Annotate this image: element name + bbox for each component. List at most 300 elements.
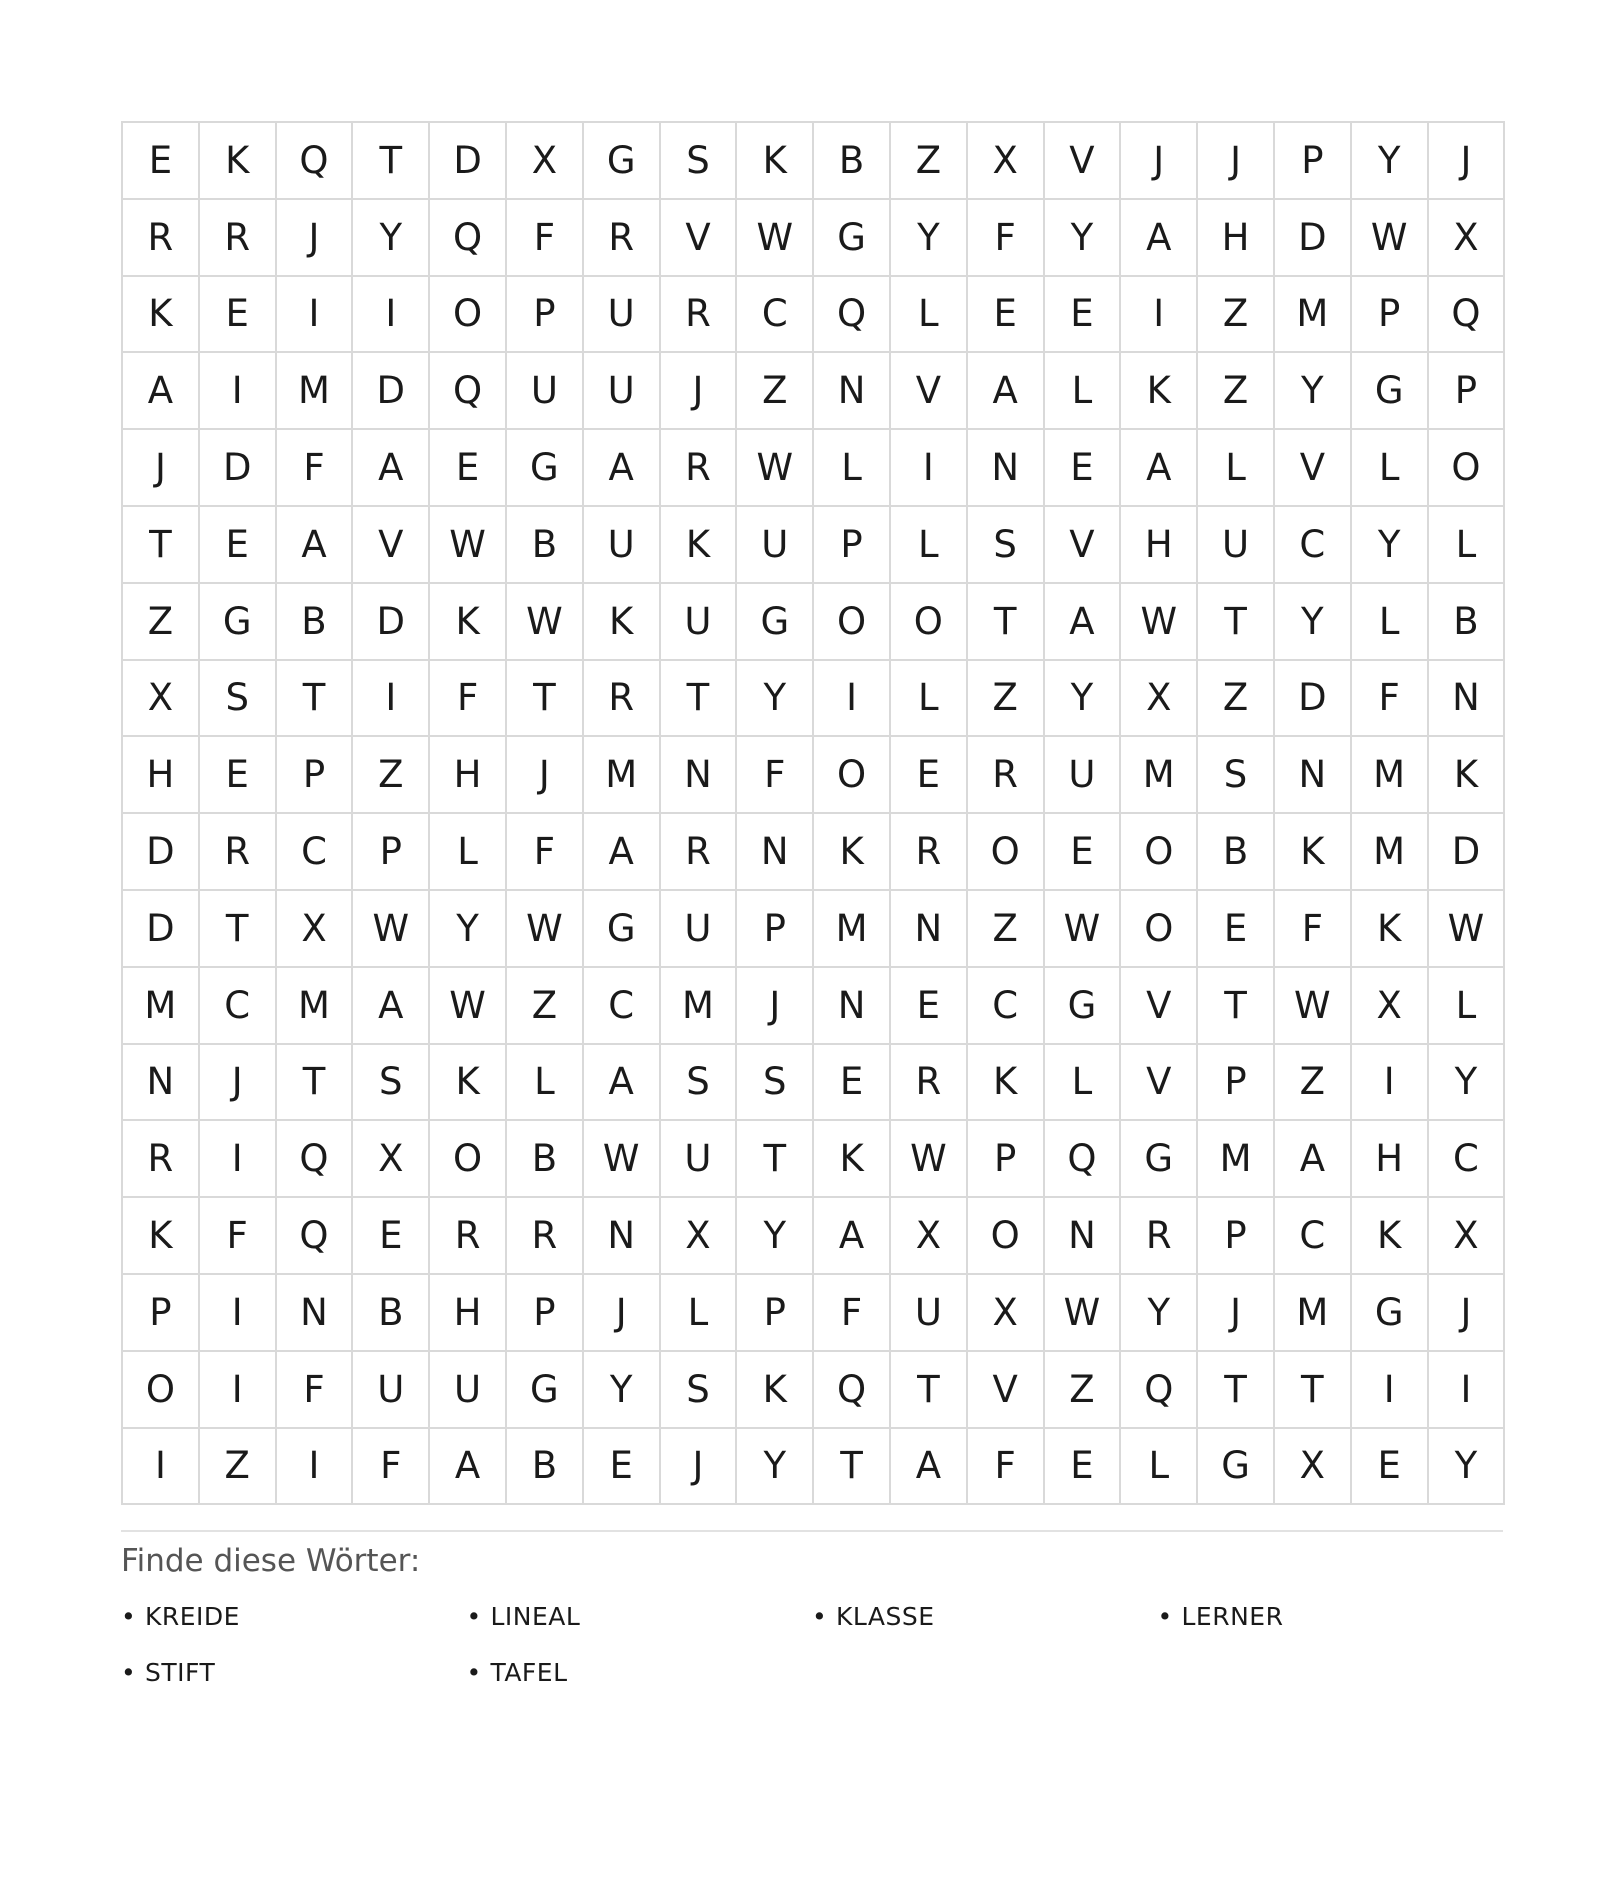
grid-cell[interactable]: R — [123, 200, 200, 277]
grid-cell[interactable]: Q — [277, 1198, 354, 1275]
grid-cell[interactable]: T — [1198, 584, 1275, 661]
grid-cell[interactable]: Y — [737, 661, 814, 738]
grid-cell[interactable]: D — [123, 814, 200, 891]
grid-cell[interactable]: W — [891, 1121, 968, 1198]
grid-cell[interactable]: X — [353, 1121, 430, 1198]
grid-cell[interactable]: S — [968, 507, 1045, 584]
grid-cell[interactable]: X — [123, 661, 200, 738]
grid-cell[interactable]: S — [737, 1045, 814, 1122]
grid-cell[interactable]: M — [1275, 277, 1352, 354]
grid-cell[interactable]: L — [891, 507, 968, 584]
grid-cell[interactable]: T — [353, 123, 430, 200]
grid-cell[interactable]: U — [1045, 737, 1122, 814]
grid-cell[interactable]: I — [1352, 1045, 1429, 1122]
grid-cell[interactable]: M — [584, 737, 661, 814]
grid-cell[interactable]: T — [1198, 968, 1275, 1045]
grid-cell[interactable]: L — [891, 661, 968, 738]
grid-cell[interactable]: A — [1121, 200, 1198, 277]
grid-cell[interactable]: D — [200, 430, 277, 507]
grid-cell[interactable]: X — [1429, 200, 1506, 277]
grid-cell[interactable]: E — [200, 507, 277, 584]
grid-cell[interactable]: E — [353, 1198, 430, 1275]
grid-cell[interactable]: O — [430, 277, 507, 354]
grid-cell[interactable]: J — [1198, 1275, 1275, 1352]
grid-cell[interactable]: T — [1275, 1352, 1352, 1429]
grid-cell[interactable]: N — [737, 814, 814, 891]
grid-cell[interactable]: K — [814, 1121, 891, 1198]
grid-cell[interactable]: N — [1045, 1198, 1122, 1275]
grid-cell[interactable]: A — [891, 1429, 968, 1506]
grid-cell[interactable]: E — [891, 737, 968, 814]
grid-cell[interactable]: E — [891, 968, 968, 1045]
grid-cell[interactable]: D — [1275, 200, 1352, 277]
grid-cell[interactable]: L — [1352, 430, 1429, 507]
grid-cell[interactable]: I — [891, 430, 968, 507]
grid-cell[interactable]: L — [507, 1045, 584, 1122]
grid-cell[interactable]: E — [200, 737, 277, 814]
grid-cell[interactable]: Z — [353, 737, 430, 814]
grid-cell[interactable]: W — [1275, 968, 1352, 1045]
grid-cell[interactable]: Q — [1429, 277, 1506, 354]
grid-cell[interactable]: D — [123, 891, 200, 968]
grid-cell[interactable]: Q — [1045, 1121, 1122, 1198]
grid-cell[interactable]: J — [507, 737, 584, 814]
grid-cell[interactable]: P — [968, 1121, 1045, 1198]
grid-cell[interactable]: Z — [737, 353, 814, 430]
grid-cell[interactable]: U — [430, 1352, 507, 1429]
grid-cell[interactable]: A — [277, 507, 354, 584]
grid-cell[interactable]: X — [661, 1198, 738, 1275]
grid-cell[interactable]: R — [430, 1198, 507, 1275]
grid-cell[interactable]: R — [584, 661, 661, 738]
grid-cell[interactable]: X — [891, 1198, 968, 1275]
grid-cell[interactable]: J — [277, 200, 354, 277]
grid-cell[interactable]: G — [1352, 1275, 1429, 1352]
grid-cell[interactable]: N — [968, 430, 1045, 507]
grid-cell[interactable]: Z — [1275, 1045, 1352, 1122]
grid-cell[interactable]: E — [1045, 814, 1122, 891]
grid-cell[interactable]: M — [123, 968, 200, 1045]
grid-cell[interactable]: C — [200, 968, 277, 1045]
grid-cell[interactable]: T — [968, 584, 1045, 661]
grid-cell[interactable]: U — [353, 1352, 430, 1429]
grid-cell[interactable]: Z — [1045, 1352, 1122, 1429]
grid-cell[interactable]: S — [353, 1045, 430, 1122]
grid-cell[interactable]: V — [1045, 123, 1122, 200]
grid-cell[interactable]: K — [1429, 737, 1506, 814]
grid-cell[interactable]: P — [737, 891, 814, 968]
grid-cell[interactable]: F — [277, 430, 354, 507]
grid-cell[interactable]: O — [1429, 430, 1506, 507]
grid-cell[interactable]: S — [661, 1352, 738, 1429]
grid-cell[interactable]: Q — [277, 123, 354, 200]
grid-cell[interactable]: U — [891, 1275, 968, 1352]
grid-cell[interactable]: X — [277, 891, 354, 968]
grid-cell[interactable]: G — [507, 430, 584, 507]
grid-cell[interactable]: U — [737, 507, 814, 584]
grid-cell[interactable]: S — [200, 661, 277, 738]
grid-cell[interactable]: O — [968, 1198, 1045, 1275]
grid-cell[interactable]: H — [430, 737, 507, 814]
grid-cell[interactable]: I — [353, 661, 430, 738]
grid-cell[interactable]: E — [1198, 891, 1275, 968]
grid-cell[interactable]: H — [430, 1275, 507, 1352]
grid-cell[interactable]: L — [891, 277, 968, 354]
grid-cell[interactable]: C — [1275, 1198, 1352, 1275]
grid-cell[interactable]: N — [814, 353, 891, 430]
grid-cell[interactable]: O — [1121, 891, 1198, 968]
grid-cell[interactable]: H — [1121, 507, 1198, 584]
grid-cell[interactable]: Y — [430, 891, 507, 968]
grid-cell[interactable]: Q — [430, 353, 507, 430]
grid-cell[interactable]: G — [1045, 968, 1122, 1045]
grid-cell[interactable]: C — [1275, 507, 1352, 584]
grid-cell[interactable]: F — [968, 200, 1045, 277]
grid-cell[interactable]: V — [1121, 968, 1198, 1045]
grid-cell[interactable]: L — [1429, 968, 1506, 1045]
grid-cell[interactable]: K — [737, 1352, 814, 1429]
grid-cell[interactable]: M — [661, 968, 738, 1045]
grid-cell[interactable]: P — [737, 1275, 814, 1352]
grid-cell[interactable]: E — [814, 1045, 891, 1122]
grid-cell[interactable]: Y — [1352, 123, 1429, 200]
grid-cell[interactable]: Y — [1045, 661, 1122, 738]
grid-cell[interactable]: E — [1045, 430, 1122, 507]
grid-cell[interactable]: W — [507, 891, 584, 968]
grid-cell[interactable]: Y — [1275, 584, 1352, 661]
grid-cell[interactable]: M — [1352, 814, 1429, 891]
grid-cell[interactable]: I — [200, 1352, 277, 1429]
grid-cell[interactable]: U — [1198, 507, 1275, 584]
grid-cell[interactable]: S — [661, 1045, 738, 1122]
grid-cell[interactable]: N — [584, 1198, 661, 1275]
grid-cell[interactable]: K — [1121, 353, 1198, 430]
grid-cell[interactable]: L — [661, 1275, 738, 1352]
grid-cell[interactable]: F — [277, 1352, 354, 1429]
grid-cell[interactable]: M — [814, 891, 891, 968]
grid-cell[interactable]: A — [1045, 584, 1122, 661]
grid-cell[interactable]: A — [584, 814, 661, 891]
grid-cell[interactable]: R — [123, 1121, 200, 1198]
grid-cell[interactable]: I — [200, 353, 277, 430]
grid-cell[interactable]: P — [277, 737, 354, 814]
grid-cell[interactable]: W — [1352, 200, 1429, 277]
grid-cell[interactable]: G — [507, 1352, 584, 1429]
grid-cell[interactable]: U — [661, 891, 738, 968]
grid-cell[interactable]: R — [968, 737, 1045, 814]
grid-cell[interactable]: M — [1121, 737, 1198, 814]
grid-cell[interactable]: X — [968, 1275, 1045, 1352]
grid-cell[interactable]: T — [1198, 1352, 1275, 1429]
grid-cell[interactable]: Z — [1198, 353, 1275, 430]
grid-cell[interactable]: I — [814, 661, 891, 738]
grid-cell[interactable]: V — [353, 507, 430, 584]
grid-cell[interactable]: J — [661, 353, 738, 430]
grid-cell[interactable]: O — [891, 584, 968, 661]
grid-cell[interactable]: F — [968, 1429, 1045, 1506]
grid-cell[interactable]: N — [1429, 661, 1506, 738]
grid-cell[interactable]: V — [1121, 1045, 1198, 1122]
grid-cell[interactable]: R — [891, 1045, 968, 1122]
grid-cell[interactable]: X — [1429, 1198, 1506, 1275]
grid-cell[interactable]: C — [584, 968, 661, 1045]
grid-cell[interactable]: U — [584, 507, 661, 584]
grid-cell[interactable]: Q — [814, 1352, 891, 1429]
grid-cell[interactable]: R — [661, 277, 738, 354]
grid-cell[interactable]: E — [968, 277, 1045, 354]
grid-cell[interactable]: R — [1121, 1198, 1198, 1275]
grid-cell[interactable]: F — [1275, 891, 1352, 968]
grid-cell[interactable]: T — [200, 891, 277, 968]
grid-cell[interactable]: A — [584, 430, 661, 507]
grid-cell[interactable]: R — [200, 200, 277, 277]
grid-cell[interactable]: F — [737, 737, 814, 814]
grid-cell[interactable]: Z — [1198, 277, 1275, 354]
grid-cell[interactable]: I — [1429, 1352, 1506, 1429]
grid-cell[interactable]: Z — [200, 1429, 277, 1506]
grid-cell[interactable]: N — [1275, 737, 1352, 814]
grid-cell[interactable]: M — [1352, 737, 1429, 814]
grid-cell[interactable]: G — [1121, 1121, 1198, 1198]
grid-cell[interactable]: L — [814, 430, 891, 507]
grid-cell[interactable]: Z — [1198, 661, 1275, 738]
grid-cell[interactable]: W — [737, 430, 814, 507]
grid-cell[interactable]: I — [1121, 277, 1198, 354]
grid-cell[interactable]: Y — [1045, 200, 1122, 277]
grid-cell[interactable]: P — [1198, 1045, 1275, 1122]
grid-cell[interactable]: Y — [1275, 353, 1352, 430]
grid-cell[interactable]: X — [968, 123, 1045, 200]
grid-cell[interactable]: O — [968, 814, 1045, 891]
grid-cell[interactable]: S — [1198, 737, 1275, 814]
grid-cell[interactable]: T — [123, 507, 200, 584]
grid-cell[interactable]: V — [968, 1352, 1045, 1429]
grid-cell[interactable]: V — [1045, 507, 1122, 584]
grid-cell[interactable]: T — [277, 1045, 354, 1122]
grid-cell[interactable]: M — [1198, 1121, 1275, 1198]
grid-cell[interactable]: U — [584, 353, 661, 430]
grid-cell[interactable]: J — [1198, 123, 1275, 200]
grid-cell[interactable]: E — [123, 123, 200, 200]
grid-cell[interactable]: M — [277, 353, 354, 430]
grid-cell[interactable]: P — [123, 1275, 200, 1352]
grid-cell[interactable]: A — [584, 1045, 661, 1122]
grid-cell[interactable]: F — [353, 1429, 430, 1506]
grid-cell[interactable]: C — [737, 277, 814, 354]
grid-cell[interactable]: R — [584, 200, 661, 277]
grid-cell[interactable]: G — [200, 584, 277, 661]
grid-cell[interactable]: Q — [430, 200, 507, 277]
grid-cell[interactable]: C — [277, 814, 354, 891]
grid-cell[interactable]: W — [430, 507, 507, 584]
grid-cell[interactable]: X — [1275, 1429, 1352, 1506]
grid-cell[interactable]: R — [507, 1198, 584, 1275]
grid-cell[interactable]: F — [200, 1198, 277, 1275]
grid-cell[interactable]: B — [507, 1121, 584, 1198]
grid-cell[interactable]: G — [814, 200, 891, 277]
grid-cell[interactable]: W — [1045, 1275, 1122, 1352]
grid-cell[interactable]: A — [1121, 430, 1198, 507]
grid-cell[interactable]: T — [661, 661, 738, 738]
grid-cell[interactable]: R — [891, 814, 968, 891]
grid-cell[interactable]: B — [814, 123, 891, 200]
grid-cell[interactable]: E — [430, 430, 507, 507]
grid-cell[interactable]: N — [661, 737, 738, 814]
grid-cell[interactable]: E — [584, 1429, 661, 1506]
grid-cell[interactable]: P — [507, 1275, 584, 1352]
grid-cell[interactable]: Y — [737, 1198, 814, 1275]
grid-cell[interactable]: C — [968, 968, 1045, 1045]
grid-cell[interactable]: F — [507, 200, 584, 277]
grid-cell[interactable]: O — [814, 584, 891, 661]
grid-cell[interactable]: J — [584, 1275, 661, 1352]
grid-cell[interactable]: U — [584, 277, 661, 354]
grid-cell[interactable]: R — [200, 814, 277, 891]
grid-cell[interactable]: Z — [968, 661, 1045, 738]
grid-cell[interactable]: O — [1121, 814, 1198, 891]
grid-cell[interactable]: P — [353, 814, 430, 891]
grid-cell[interactable]: G — [1352, 353, 1429, 430]
grid-cell[interactable]: A — [814, 1198, 891, 1275]
grid-cell[interactable]: K — [661, 507, 738, 584]
grid-cell[interactable]: G — [1198, 1429, 1275, 1506]
grid-cell[interactable]: I — [277, 277, 354, 354]
grid-cell[interactable]: Y — [1352, 507, 1429, 584]
grid-cell[interactable]: G — [584, 891, 661, 968]
grid-cell[interactable]: Q — [1121, 1352, 1198, 1429]
grid-cell[interactable]: L — [1429, 507, 1506, 584]
grid-cell[interactable]: W — [584, 1121, 661, 1198]
grid-cell[interactable]: B — [507, 1429, 584, 1506]
grid-cell[interactable]: K — [1352, 1198, 1429, 1275]
grid-cell[interactable]: A — [353, 430, 430, 507]
grid-cell[interactable]: Y — [1429, 1429, 1506, 1506]
grid-cell[interactable]: L — [430, 814, 507, 891]
grid-cell[interactable]: J — [1429, 123, 1506, 200]
grid-cell[interactable]: W — [353, 891, 430, 968]
grid-cell[interactable]: K — [123, 1198, 200, 1275]
grid-cell[interactable]: W — [507, 584, 584, 661]
grid-cell[interactable]: J — [661, 1429, 738, 1506]
grid-cell[interactable]: V — [661, 200, 738, 277]
grid-cell[interactable]: T — [891, 1352, 968, 1429]
grid-cell[interactable]: R — [661, 430, 738, 507]
grid-cell[interactable]: D — [1275, 661, 1352, 738]
grid-cell[interactable]: P — [1198, 1198, 1275, 1275]
grid-cell[interactable]: Z — [968, 891, 1045, 968]
grid-cell[interactable]: M — [1275, 1275, 1352, 1352]
grid-cell[interactable]: I — [277, 1429, 354, 1506]
grid-cell[interactable]: J — [737, 968, 814, 1045]
grid-cell[interactable]: B — [277, 584, 354, 661]
grid-cell[interactable]: K — [737, 123, 814, 200]
grid-cell[interactable]: Y — [584, 1352, 661, 1429]
grid-cell[interactable]: P — [814, 507, 891, 584]
grid-cell[interactable]: O — [814, 737, 891, 814]
grid-cell[interactable]: L — [1198, 430, 1275, 507]
grid-cell[interactable]: S — [661, 123, 738, 200]
grid-cell[interactable]: J — [1121, 123, 1198, 200]
grid-cell[interactable]: N — [123, 1045, 200, 1122]
grid-cell[interactable]: A — [353, 968, 430, 1045]
grid-cell[interactable]: L — [1045, 353, 1122, 430]
grid-cell[interactable]: D — [430, 123, 507, 200]
grid-cell[interactable]: O — [123, 1352, 200, 1429]
grid-cell[interactable]: L — [1045, 1045, 1122, 1122]
grid-cell[interactable]: J — [200, 1045, 277, 1122]
grid-cell[interactable]: I — [200, 1121, 277, 1198]
grid-cell[interactable]: Y — [891, 200, 968, 277]
grid-cell[interactable]: U — [661, 584, 738, 661]
grid-cell[interactable]: K — [123, 277, 200, 354]
grid-cell[interactable]: X — [1352, 968, 1429, 1045]
grid-cell[interactable]: W — [430, 968, 507, 1045]
grid-cell[interactable]: W — [1045, 891, 1122, 968]
grid-cell[interactable]: M — [277, 968, 354, 1045]
grid-cell[interactable]: T — [814, 1429, 891, 1506]
grid-cell[interactable]: D — [1429, 814, 1506, 891]
grid-cell[interactable]: W — [1121, 584, 1198, 661]
grid-cell[interactable]: Y — [1429, 1045, 1506, 1122]
grid-cell[interactable]: X — [1121, 661, 1198, 738]
grid-cell[interactable]: A — [123, 353, 200, 430]
grid-cell[interactable]: Z — [507, 968, 584, 1045]
grid-cell[interactable]: T — [507, 661, 584, 738]
grid-cell[interactable]: D — [353, 353, 430, 430]
grid-cell[interactable]: R — [661, 814, 738, 891]
grid-cell[interactable]: H — [123, 737, 200, 814]
grid-cell[interactable]: I — [353, 277, 430, 354]
grid-cell[interactable]: F — [1352, 661, 1429, 738]
grid-cell[interactable]: N — [814, 968, 891, 1045]
grid-cell[interactable]: K — [430, 584, 507, 661]
grid-cell[interactable]: Z — [123, 584, 200, 661]
grid-cell[interactable]: N — [277, 1275, 354, 1352]
grid-cell[interactable]: T — [277, 661, 354, 738]
grid-cell[interactable]: Z — [891, 123, 968, 200]
grid-cell[interactable]: I — [1352, 1352, 1429, 1429]
grid-cell[interactable]: F — [507, 814, 584, 891]
grid-cell[interactable]: V — [1275, 430, 1352, 507]
grid-cell[interactable]: N — [891, 891, 968, 968]
grid-cell[interactable]: L — [1121, 1429, 1198, 1506]
grid-cell[interactable]: A — [430, 1429, 507, 1506]
grid-cell[interactable]: Q — [814, 277, 891, 354]
grid-cell[interactable]: W — [737, 200, 814, 277]
grid-cell[interactable]: K — [430, 1045, 507, 1122]
grid-cell[interactable]: K — [1275, 814, 1352, 891]
grid-cell[interactable]: Y — [353, 200, 430, 277]
grid-cell[interactable]: K — [968, 1045, 1045, 1122]
grid-cell[interactable]: A — [1275, 1121, 1352, 1198]
grid-cell[interactable]: E — [1352, 1429, 1429, 1506]
grid-cell[interactable]: G — [584, 123, 661, 200]
grid-cell[interactable]: K — [584, 584, 661, 661]
grid-cell[interactable]: Y — [1121, 1275, 1198, 1352]
grid-cell[interactable]: I — [123, 1429, 200, 1506]
grid-cell[interactable]: P — [1352, 277, 1429, 354]
grid-cell[interactable]: W — [1429, 891, 1506, 968]
grid-cell[interactable]: E — [1045, 277, 1122, 354]
grid-cell[interactable]: J — [123, 430, 200, 507]
grid-cell[interactable]: K — [1352, 891, 1429, 968]
grid-cell[interactable]: E — [1045, 1429, 1122, 1506]
grid-cell[interactable]: B — [1198, 814, 1275, 891]
grid-cell[interactable]: X — [507, 123, 584, 200]
grid-cell[interactable]: K — [814, 814, 891, 891]
grid-cell[interactable]: U — [507, 353, 584, 430]
grid-cell[interactable]: Q — [277, 1121, 354, 1198]
